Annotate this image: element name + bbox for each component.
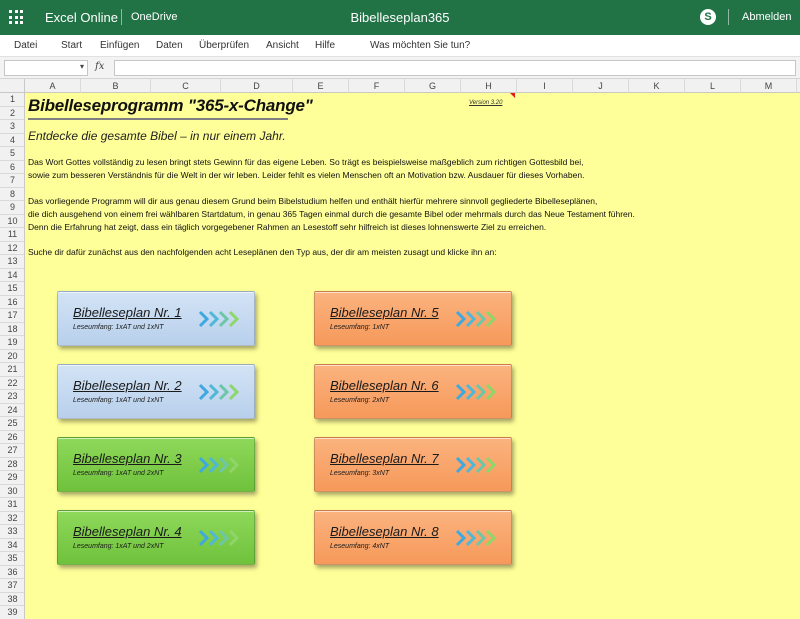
plan-scope: Leseumfang: 1xAT und 1xNT xyxy=(73,397,164,404)
menu-view[interactable]: Ansicht xyxy=(266,40,299,51)
chevron-down-icon[interactable]: ▾ xyxy=(79,62,84,71)
plan-title: Bibelleseplan Nr. 4 xyxy=(73,524,182,539)
row-headers xyxy=(0,93,25,619)
paragraph-line: Das vorliegende Programm will dir aus genau diesem Grund beim Bibelstudium helfen und enthält hierfür mehrere sinnvoll gegliederte Bibelleseplänen, xyxy=(28,196,598,206)
menu-data[interactable]: Daten xyxy=(156,40,183,51)
plan-7-button[interactable] xyxy=(314,437,512,492)
row-header[interactable]: 2 xyxy=(0,107,25,121)
formula-input[interactable] xyxy=(114,60,796,76)
row-header[interactable]: 32 xyxy=(0,512,25,526)
plan-title: Bibelleseplan Nr. 8 xyxy=(330,524,439,539)
ribbon-menu xyxy=(0,35,800,57)
column-header[interactable]: F xyxy=(349,79,405,93)
row-header[interactable]: 1 xyxy=(0,93,25,107)
row-header[interactable]: 14 xyxy=(0,269,25,283)
row-header[interactable]: 30 xyxy=(0,485,25,499)
header-divider xyxy=(121,9,122,25)
header-divider xyxy=(728,9,729,25)
row-header[interactable]: 21 xyxy=(0,363,25,377)
menu-help[interactable]: Hilfe xyxy=(315,40,336,51)
column-header[interactable]: B xyxy=(81,79,151,93)
document-title: Bibelleseplan365 xyxy=(350,10,450,25)
column-header[interactable]: A xyxy=(25,79,81,93)
title-underline xyxy=(28,118,288,120)
plan-scope: Leseumfang: 3xNT xyxy=(330,470,390,477)
row-header[interactable]: 9 xyxy=(0,201,25,215)
fx-icon[interactable]: fx xyxy=(95,61,105,72)
chevron-arrows-icon xyxy=(198,456,244,474)
formula-bar xyxy=(0,57,800,79)
chevron-arrows-icon xyxy=(198,383,244,401)
row-header[interactable]: 36 xyxy=(0,566,25,580)
paragraph-line: Das Wort Gottes vollständig zu lesen bringt stets Gewinn für das eigene Leben. So trägt es beispielsweise maßgeblich zum richtigen Gottesbild bei, xyxy=(28,157,584,167)
row-header[interactable]: 13 xyxy=(0,255,25,269)
column-header[interactable]: G xyxy=(405,79,461,93)
version-link[interactable]: Version 3.20 xyxy=(469,100,503,106)
signout-button[interactable]: Abmelden xyxy=(742,11,792,23)
plan-scope: Leseumfang: 1xAT und 1xNT xyxy=(73,324,164,331)
plan-scope: Leseumfang: 1xAT und 2xNT xyxy=(73,543,164,550)
column-header[interactable]: K xyxy=(629,79,685,93)
row-header[interactable]: 16 xyxy=(0,296,25,310)
row-header[interactable]: 29 xyxy=(0,471,25,485)
plan-2-button[interactable] xyxy=(57,364,255,419)
plan-scope: Leseumfang: 1xAT und 2xNT xyxy=(73,470,164,477)
menu-home[interactable]: Start xyxy=(61,40,83,51)
row-header[interactable]: 31 xyxy=(0,498,25,512)
chevron-arrows-icon xyxy=(198,529,244,547)
sheet-title: Bibelleseprogramm "365-x-Change" xyxy=(28,96,313,115)
chevron-arrows-icon xyxy=(455,310,501,328)
paragraph-line: die dich ausgehend von einem frei wählbaren Startdatum, in genau 365 Tagen einmal durch die gesamte Bibel oder mehrmals durch das Neue Testament führen. xyxy=(28,209,635,219)
menu-file[interactable]: Datei xyxy=(14,40,38,51)
row-header[interactable]: 34 xyxy=(0,539,25,553)
plan-title: Bibelleseplan Nr. 7 xyxy=(330,451,439,466)
row-header[interactable]: 7 xyxy=(0,174,25,188)
menu-review[interactable]: Überprüfen xyxy=(199,40,250,51)
worksheet[interactable] xyxy=(25,93,800,619)
row-header[interactable]: 17 xyxy=(0,309,25,323)
select-all-corner[interactable] xyxy=(0,79,25,93)
plan-scope: Leseumfang: 1xNT xyxy=(330,324,390,331)
row-header[interactable]: 3 xyxy=(0,120,25,134)
column-header[interactable]: C xyxy=(151,79,221,93)
chevron-arrows-icon xyxy=(455,529,501,547)
row-header[interactable]: 5 xyxy=(0,147,25,161)
row-header[interactable]: 18 xyxy=(0,323,25,337)
column-header[interactable]: M xyxy=(741,79,797,93)
plan-1-button[interactable] xyxy=(57,291,255,346)
plan-title: Bibelleseplan Nr. 6 xyxy=(330,378,439,393)
skype-icon[interactable]: S xyxy=(700,9,716,25)
row-header[interactable]: 23 xyxy=(0,390,25,404)
row-header[interactable]: 15 xyxy=(0,282,25,296)
plan-title: Bibelleseplan Nr. 2 xyxy=(73,378,182,393)
row-header[interactable]: 6 xyxy=(0,161,25,175)
sheet-subtitle: Entdecke die gesamte Bibel – in nur einem Jahr. xyxy=(28,129,286,143)
column-header[interactable]: L xyxy=(685,79,741,93)
row-header[interactable]: 4 xyxy=(0,134,25,148)
row-header[interactable]: 26 xyxy=(0,431,25,445)
plan-scope: Leseumfang: 4xNT xyxy=(330,543,390,550)
row-header[interactable]: 12 xyxy=(0,242,25,256)
paragraph-line: Denn die Erfahrung hat zeigt, dass ein täglich vorgegebener Rahmen an Lesestoff sehr hilfreich ist dieses lohnenswerte Ziel zu erreichen. xyxy=(28,222,547,232)
row-header[interactable]: 25 xyxy=(0,417,25,431)
row-header[interactable]: 22 xyxy=(0,377,25,391)
row-header[interactable]: 24 xyxy=(0,404,25,418)
plan-scope: Leseumfang: 2xNT xyxy=(330,397,390,404)
column-headers xyxy=(25,79,800,93)
column-header[interactable]: H xyxy=(461,79,517,93)
plan-5-button[interactable] xyxy=(314,291,512,346)
row-header[interactable]: 19 xyxy=(0,336,25,350)
menu-insert[interactable]: Einfügen xyxy=(100,40,140,51)
onedrive-link[interactable]: OneDrive xyxy=(131,11,178,23)
chevron-arrows-icon xyxy=(455,383,501,401)
app-header xyxy=(0,0,800,35)
name-box[interactable] xyxy=(4,60,88,76)
row-header[interactable]: 8 xyxy=(0,188,25,202)
plan-6-button[interactable] xyxy=(314,364,512,419)
row-header[interactable]: 28 xyxy=(0,458,25,472)
plan-3-button[interactable] xyxy=(57,437,255,492)
app-name[interactable]: Excel Online xyxy=(45,10,118,25)
row-header[interactable]: 33 xyxy=(0,525,25,539)
plan-4-button[interactable] xyxy=(57,510,255,565)
plan-8-button[interactable] xyxy=(314,510,512,565)
column-header[interactable]: I xyxy=(517,79,573,93)
row-header[interactable]: 37 xyxy=(0,579,25,593)
chevron-arrows-icon xyxy=(455,456,501,474)
paragraph-line: sowie zum besseren Verständnis für die Welt in der wir leben. Leider fehlt es vielen Menschen oft an Motivation bzw. Ausdauer für dieses Vorhaben. xyxy=(28,170,585,180)
tell-me-search[interactable]: Was möchten Sie tun? xyxy=(370,40,471,51)
app-launcher-icon[interactable] xyxy=(9,10,23,24)
row-header[interactable]: 38 xyxy=(0,593,25,607)
plan-title: Bibelleseplan Nr. 5 xyxy=(330,305,439,320)
row-header[interactable]: 20 xyxy=(0,350,25,364)
row-header[interactable]: 27 xyxy=(0,444,25,458)
plan-title: Bibelleseplan Nr. 3 xyxy=(73,451,182,466)
comment-indicator-icon[interactable] xyxy=(510,93,515,98)
column-header[interactable]: D xyxy=(221,79,293,93)
plan-title: Bibelleseplan Nr. 1 xyxy=(73,305,182,320)
row-header[interactable]: 11 xyxy=(0,228,25,242)
row-header[interactable]: 35 xyxy=(0,552,25,566)
row-header[interactable]: 39 xyxy=(0,606,25,619)
paragraph-line: Suche dir dafür zunächst aus den nachfolgenden acht Leseplänen den Typ aus, der dir am meisten zusagt und klicke ihn an: xyxy=(28,247,497,257)
column-header[interactable]: J xyxy=(573,79,629,93)
column-header[interactable]: E xyxy=(293,79,349,93)
chevron-arrows-icon xyxy=(198,310,244,328)
row-header[interactable]: 10 xyxy=(0,215,25,229)
